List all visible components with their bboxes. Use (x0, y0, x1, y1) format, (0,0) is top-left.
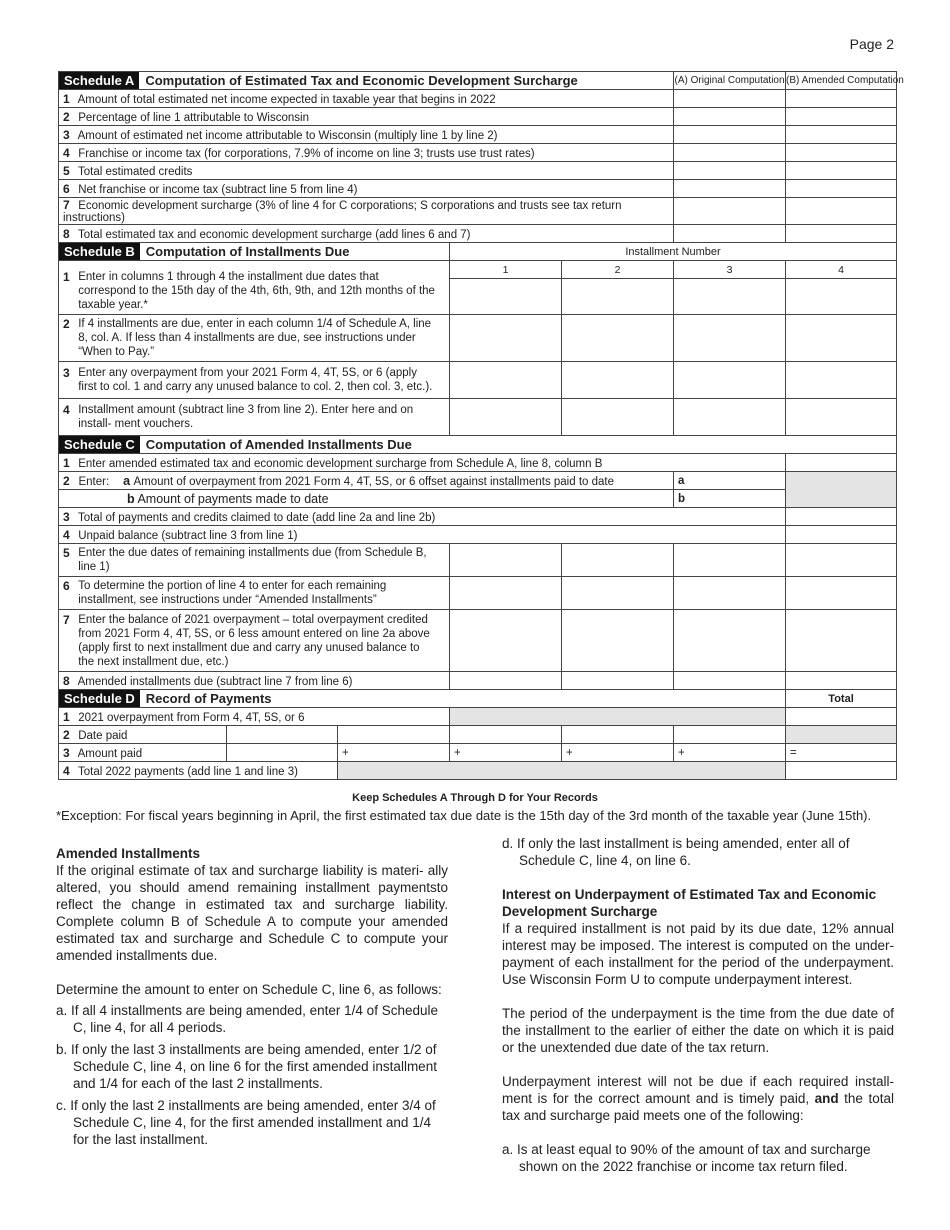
sched-c-line4-amount[interactable] (786, 526, 897, 544)
schedule-a-title: Computation of Estimated Tax and Economic Development Surcharge (145, 73, 578, 88)
schedule-a-line-8: 8 Total estimated tax and economic development surcharge (add lines 6 and 7) (59, 225, 897, 243)
sched-a-line6-col-a[interactable] (674, 180, 786, 198)
amended-item-b: b. If only the last 3 installments are being amended, enter 1/2 of Schedule C, line 4, on line 6 for the first amended installment and 1/4 for each of the last 2 installments. (56, 1042, 437, 1091)
sched-c-line7-col3[interactable] (674, 610, 786, 672)
sched-c-line8-col1[interactable] (450, 672, 562, 690)
schedule-c-title: Computation of Amended Installments Due (145, 437, 412, 452)
interest-heading: Interest on Underpayment of Estimated Tax and Economic Development Surcharge (502, 887, 877, 919)
amended-item-d: d. If only the last installment is being amended, enter all of Schedule C, line 4, on line 6. (502, 836, 850, 868)
sched-c-line8-col3[interactable] (674, 672, 786, 690)
sched-b-line2-col2[interactable] (562, 315, 674, 362)
sched-c-line2a-field[interactable]: a (674, 472, 786, 490)
schedule-a-line-7: 7 Economic development surcharge (3% of line 4 for C corporations; S corporations and trusts see tax return instructions) (59, 198, 897, 225)
keep-records-note: Keep Schedules A Through D for Your Records (352, 792, 598, 804)
sched-b-line1-col4[interactable] (786, 279, 897, 315)
sched-c-line5-col1[interactable] (450, 544, 562, 577)
sched-c-line1-amount[interactable] (786, 454, 897, 472)
sched-a-line7-col-b[interactable] (786, 198, 897, 225)
amended-item-a: a. If all 4 installments are being amended, enter 1/4 of Schedule C, line 4, for all 4 periods. (56, 1003, 438, 1035)
sched-b-line1-col1[interactable] (450, 279, 562, 315)
schedule-b-title: Computation of Installments Due (145, 244, 350, 259)
amount-paid-4[interactable]: + (562, 744, 674, 762)
sched-c-line6-col3[interactable] (674, 577, 786, 610)
amended-para-2: Determine the amount to enter on Schedule C, line 6, as follows: (56, 982, 442, 997)
amended-para-1: If the original estimate of tax and surcharge liability is materi- ally altered, you should amend remaining installment paymentsto reflect the change in estimated tax and surcharge liability. Complete column B of Schedule A to compute your amended estimated tax and surcharge and Schedule C to compute your amended installments due. (56, 863, 448, 963)
amended-heading: Amended Installments (56, 846, 201, 861)
sched-b-line4-col1[interactable] (450, 399, 562, 436)
sched-b-line1-col3[interactable] (674, 279, 786, 315)
sched-c-line2b-field[interactable]: b (674, 490, 786, 508)
installment-col-4: 4 (786, 261, 897, 279)
exception-note: *Exception: For fiscal years beginning in April, the first estimated tax due date is the 15th day of the 3rd month of the taxable year (June 15th). (56, 808, 872, 823)
interest-para-3: Underpayment interest will not be due if each required install- ment is for the correct amount and is timely paid, and the total tax and surcharge paid meets one of the following: (502, 1074, 894, 1123)
sched-c-line6-col2[interactable] (562, 577, 674, 610)
date-paid-3[interactable] (450, 726, 562, 744)
sched-d-line1-total[interactable] (786, 708, 897, 726)
sched-a-line8-col-a[interactable] (674, 225, 786, 243)
sched-b-line3-col2[interactable] (562, 362, 674, 399)
amount-paid-3[interactable]: + (450, 744, 562, 762)
interest-para-1: If a required installment is not paid by its due date, 12% annual interest may be imposed. The interest is computed on the under- payment of each installment for the period of the underpayment. Use Wisconsin Form U to compute underpayment interest. (502, 921, 894, 987)
col-b-amended-header: (B) Amended Computation (786, 72, 897, 90)
sched-b-line4-col2[interactable] (562, 399, 674, 436)
schedule-d-line-1: 1 2021 overpayment from Form 4, 4T, 5S, or 6 (59, 708, 897, 726)
sched-a-line4-col-a[interactable] (674, 144, 786, 162)
schedule-a-line-1: 1 Amount of total estimated net income expected in taxable year that begins in 2022 (59, 90, 897, 108)
schedule-d-line-2: 2 Date paid (59, 726, 897, 744)
sched-c-line5-col2[interactable] (562, 544, 674, 577)
sched-a-line1-col-a[interactable] (674, 90, 786, 108)
col-a-original-header: (A) Original Computation (674, 72, 786, 90)
schedule-d-header (59, 690, 897, 708)
schedule-b-col-numbers: 1 Enter in columns 1 through 4 the installment due dates that correspond to the 15th day of the 4th, 6th, 9th, and 12th months of the taxable year.* 1 2 3 4 (59, 261, 897, 279)
schedule-c-line-2b: b Amount of payments made to date b (59, 490, 897, 508)
schedule-a-line-6: 6 Net franchise or income tax (subtract line 5 from line 4) (59, 180, 897, 198)
sched-a-line5-col-b[interactable] (786, 162, 897, 180)
schedule-a-header (59, 72, 897, 90)
sched-c-line6-col1[interactable] (450, 577, 562, 610)
page-number: Page 2 (849, 36, 894, 52)
sched-c-line7-col1[interactable] (450, 610, 562, 672)
schedule-c-tag: Schedule C (59, 436, 140, 453)
schedule-d-tag: Schedule D (59, 690, 140, 707)
schedule-a-line-5: 5 Total estimated credits (59, 162, 897, 180)
interest-para-2: The period of the underpayment is the time from the due date of the installment to the earlier of either the date on which it is paid or the unextended due date of the tax return. (502, 1006, 894, 1055)
sched-b-line2-col1[interactable] (450, 315, 562, 362)
total-column-header: Total (786, 690, 897, 708)
sched-a-line7-col-a[interactable] (674, 198, 786, 225)
schedule-b-line-3: 3 Enter any overpayment from your 2021 Form 4, 4T, 5S, or 6 (apply first to col. 1 and carry any unused balance to col. 2, then col. 3, etc.). (59, 362, 897, 399)
schedules-table (58, 71, 904, 780)
amount-paid-total[interactable]: = (786, 744, 897, 762)
installment-col-2: 2 (562, 261, 674, 279)
sched-c-line2-shaded (786, 472, 897, 508)
sched-b-line1-col2[interactable] (562, 279, 674, 315)
schedule-c-line-5: 5 Enter the due dates of remaining installments due (from Schedule B, line 1) (59, 544, 897, 577)
date-paid-5[interactable] (674, 726, 786, 744)
sched-b-line3-col1[interactable] (450, 362, 562, 399)
sched-c-line6-col4[interactable] (786, 577, 897, 610)
sched-d-line4-total[interactable] (786, 762, 897, 780)
sched-a-line5-col-a[interactable] (674, 162, 786, 180)
sched-a-line8-col-b[interactable] (786, 225, 897, 243)
sched-a-line4-col-b[interactable] (786, 144, 897, 162)
schedule-c-line-4: 4 Unpaid balance (subtract line 3 from line 1) (59, 526, 897, 544)
schedule-d-line-4: 4 Total 2022 payments (add line 1 and line 3) (59, 762, 897, 780)
schedule-c-line-7: 7 Enter the balance of 2021 overpayment – total overpayment credited from 2021 Form 4, 4T, 5S, or 6 less amount entered on line 2a above (apply first to next installment due and carry any unused balance to the next installment due, etc.) (59, 610, 897, 672)
schedule-a-line-2: 2 Percentage of line 1 attributable to Wisconsin (59, 108, 897, 126)
installment-col-1: 1 (450, 261, 562, 279)
schedule-b-line-4: 4 Installment amount (subtract line 3 from line 2). Enter here and on install- ment vouchers. (59, 399, 897, 436)
sched-c-line5-col4[interactable] (786, 544, 897, 577)
sched-a-line3-col-b[interactable] (786, 126, 897, 144)
sched-a-line3-col-a[interactable] (674, 126, 786, 144)
sched-a-line1-col-b[interactable] (786, 90, 897, 108)
sched-c-line3-amount[interactable] (786, 508, 897, 526)
sched-c-line8-col2[interactable] (562, 672, 674, 690)
schedule-b-header (59, 243, 897, 261)
schedule-a-tag: Schedule A (59, 72, 139, 89)
sched-b-line4-col4[interactable] (786, 399, 897, 436)
schedule-b-line-2: 2 If 4 installments are due, enter in each column 1/4 of Schedule A, line 8, col. A. If less than 4 installments are due, see instructions under “When to Pay.” (59, 315, 897, 362)
schedule-c-line-1: 1 Enter amended estimated tax and economic development surcharge from Schedule A, line 8, column B (59, 454, 897, 472)
date-paid-2[interactable] (338, 726, 450, 744)
date-paid-1[interactable] (227, 726, 338, 744)
interest-item-a: a. Is at least equal to 90% of the amount of tax and surcharge shown on the 2022 franchise or income tax return filed. (502, 1142, 871, 1174)
date-paid-4[interactable] (562, 726, 674, 744)
sched-c-line7-col2[interactable] (562, 610, 674, 672)
sched-a-line2-col-a[interactable] (674, 108, 786, 126)
amount-paid-5[interactable]: + (674, 744, 786, 762)
sched-c-line7-col4[interactable] (786, 610, 897, 672)
sched-a-line6-col-b[interactable] (786, 180, 897, 198)
sched-b-line4-col3[interactable] (674, 399, 786, 436)
schedule-a-line-3: 3 Amount of estimated net income attributable to Wisconsin (multiply line 1 by line 2) (59, 126, 897, 144)
sched-c-line8-col4[interactable] (786, 672, 897, 690)
sched-b-line3-col4[interactable] (786, 362, 897, 399)
amended-item-c: c. If only the last 2 installments are being amended, enter 3/4 of Schedule C, line 4, for the first amended installment and 1/4 for the last installment. (56, 1098, 436, 1147)
schedule-d-line-3: 3 Amount paid + + + + = (59, 744, 897, 762)
sched-c-line5-col3[interactable] (674, 544, 786, 577)
sched-b-line2-col4[interactable] (786, 315, 897, 362)
amended-installments-section (56, 845, 448, 1148)
schedule-c-header (59, 436, 897, 454)
schedule-a-line-4: 4 Franchise or income tax (for corporations, 7.9% of income on line 3; trusts use trust rates) (59, 144, 897, 162)
interest-section (502, 835, 894, 1175)
schedule-c-line-3: 3 Total of payments and credits claimed to date (add line 2a and line 2b) (59, 508, 897, 526)
sched-b-line3-col3[interactable] (674, 362, 786, 399)
amount-paid-1[interactable] (227, 744, 338, 762)
schedule-c-line-8: 8 Amended installments due (subtract line 7 from line 6) (59, 672, 897, 690)
installment-number-header: Installment Number (450, 243, 897, 261)
schedule-c-line-6: 6 To determine the portion of line 4 to enter for each remaining installment, see instructions under “Amended Installments” (59, 577, 897, 610)
sched-b-line2-col3[interactable] (674, 315, 786, 362)
installment-col-3: 3 (674, 261, 786, 279)
schedule-b-tag: Schedule B (59, 243, 140, 260)
schedule-c-line-2a: 2 Enter: a Amount of overpayment from 2021 Form 4, 4T, 5S, or 6 offset against installments paid to date a (59, 472, 897, 490)
schedule-d-title: Record of Payments (145, 691, 272, 706)
sched-a-line2-col-b[interactable] (786, 108, 897, 126)
amount-paid-2[interactable]: + (338, 744, 450, 762)
